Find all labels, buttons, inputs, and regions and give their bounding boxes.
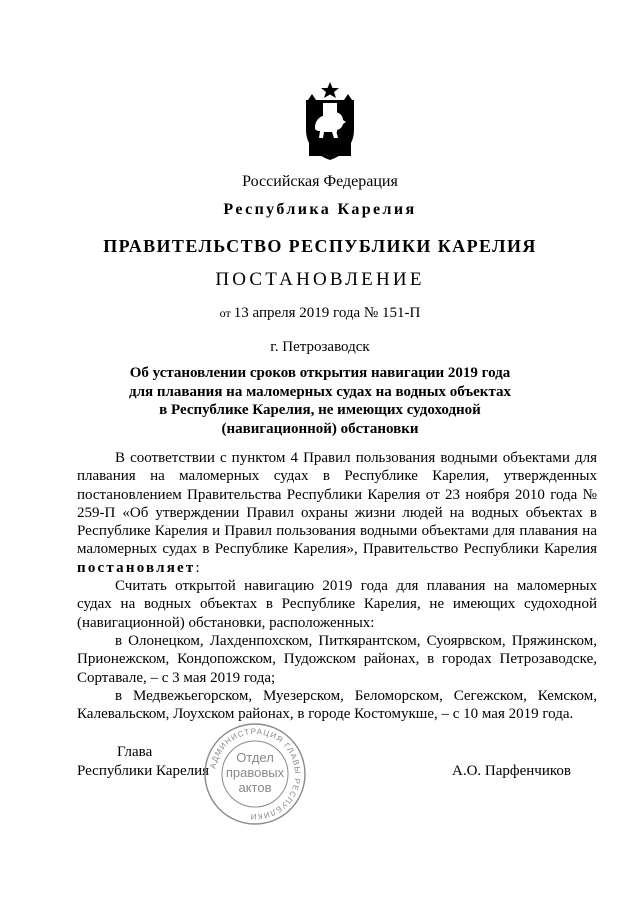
stamp-center-text <box>203 750 307 795</box>
paragraph-preamble <box>77 449 597 577</box>
title-line: (навигационной) обстановки <box>221 420 419 437</box>
preamble-text: В соответствии с пунктом 4 Правил пользования водными объектами для плавания на маломерных судах в Республике Карелия, утвержденных постановлением Правительства Республики Карелия от 23 ноября 2010 года № 259-П «Об утверждении Правил охраны жизни людей на водных объектах в Республике Карелия и Правил пользования водными объектами для плавания на маломерных судах в Республике Карелия», Правительство Республики Карелия <box>77 450 597 558</box>
stamp-ring-text: АДМИНИСТРАЦИЯ ГЛАВЫ РЕСПУБЛИКИ <box>208 726 303 822</box>
official-stamp <box>203 722 307 826</box>
resolves-keyword: постановляет <box>77 559 196 576</box>
country-name: Российская Федерация <box>242 173 398 190</box>
stamp-line: правовых <box>225 765 285 780</box>
stamp-line: актов <box>238 780 272 795</box>
document-city: г. Петрозаводск <box>270 339 370 355</box>
title-line: для плавания на маломерных судах на водных объектах <box>129 383 511 400</box>
signatory-name: А.О. Парфенчиков <box>452 763 571 779</box>
date-and-number: 13 апреля 2019 года № 151-П <box>233 305 421 321</box>
title-line: в Республике Карелия, не имеющих судоходной <box>159 402 481 418</box>
paragraph-resolution: Считать открытой навигацию 2019 года для плавания на маломерных судах на водных объектах в Республике Карелия, не имеющих судоходной (навигационной) обстановки, расположенных: <box>77 578 597 631</box>
document-title <box>60 364 580 438</box>
document-type: ПОСТАНОВЛЕНИЕ <box>215 269 425 290</box>
title-line: Об установлении сроков открытия навигации 2019 года <box>129 365 511 381</box>
date-prefix: от <box>219 306 231 320</box>
signatory-title: Глава <box>117 744 153 760</box>
stamp-line: Отдел <box>236 750 274 765</box>
document-body <box>77 449 597 723</box>
government-name: ПРАВИТЕЛЬСТВО РЕСПУБЛИКИ КАРЕЛИЯ <box>103 236 537 256</box>
signatory-organization: Республики Карелия <box>77 763 210 779</box>
republic-name: Республика Карелия <box>223 201 417 218</box>
document-date-number <box>0 305 640 322</box>
coat-of-arms-emblem <box>300 82 360 162</box>
paragraph-districts-may-10: в Медвежьегорском, Муезерском, Беломорском, Сегежском, Кемском, Калевальском, Лоухском районах, в городе Костомукше, – с 10 мая 2019 года. <box>77 687 597 723</box>
preamble-colon: : <box>195 559 200 576</box>
paragraph-districts-may-3: в Олонецком, Лахденпохском, Питкярантском, Суоярвском, Пряжинском, Прионежском, Кондопожском, Пудожском районах, в городах Петрозаводске, Сортавале, – с 3 мая 2019 года; <box>77 632 597 686</box>
